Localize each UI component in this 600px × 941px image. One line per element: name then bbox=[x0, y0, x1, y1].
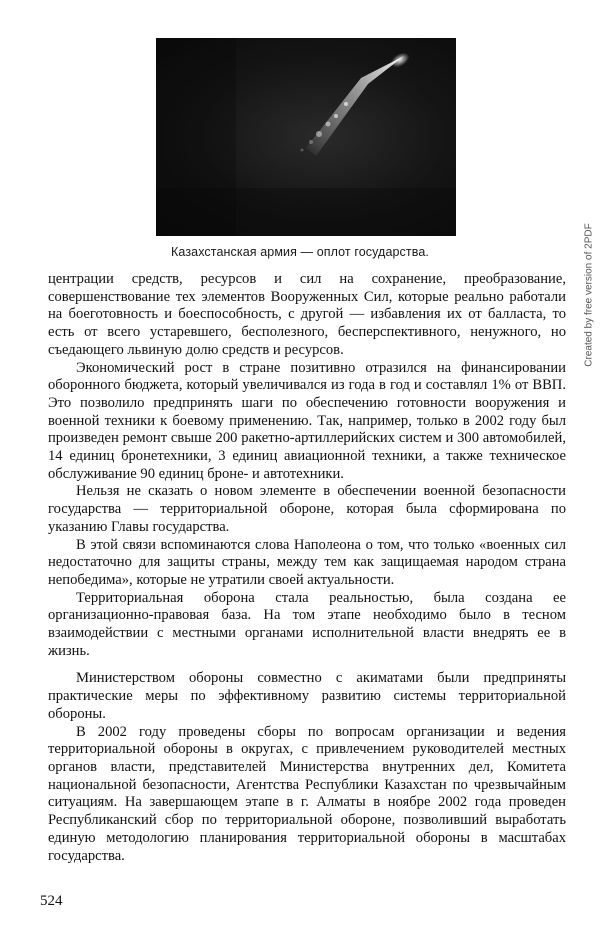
page-number: 524 bbox=[40, 893, 63, 909]
paragraph: Экономический рост в стране позитивно отразился на финансировании оборонного бюджета, который увеличивался из года в год и составлял 1% от ВВП. Это позволило предпринять шаги по обеспечению готовности вооружения и военной техники к боевому применению. Так, например, только в 2002 году был произведен ремонт свыше 200 ракетно-артиллерийских систем и 300 автомобилей, 14 единиц бронетехники, 3 единиц авиационной техники, а также техническое обслуживание 90 единиц броне- и автотехники. bbox=[48, 359, 566, 482]
paragraph: Нельзя не сказать о новом элементе в обеспечении военной безопасности государства — территориальной обороне, которая была сформирована по указанию Главы государства. bbox=[48, 483, 566, 535]
side-watermark-text: Created by free version of 2PDF bbox=[583, 223, 595, 367]
side-watermark bbox=[582, 210, 596, 380]
photo-missile-launch bbox=[156, 38, 456, 236]
body-text bbox=[48, 271, 566, 865]
paragraph: Территориальная оборона стала реальностью, была создана ее организационно-правовая база. На том этапе необходимо было в тесном взаимодействии с местными органами исполнительной власти внедрять ее в жизнь. bbox=[48, 589, 566, 659]
missile-launch-image bbox=[156, 38, 456, 236]
paragraph: Министерством обороны совместно с акиматами были предприняты практические меры по эффективному развитию системы территориальной обороны. bbox=[48, 670, 566, 722]
paragraph: В этой связи вспоминаются слова Наполеона о том, что только «военных сил недостаточно для защиты страны, между тем как защищаемая народом страна непобедима», которые не утратили своей актуальности. bbox=[48, 536, 566, 588]
photo-caption: Казахстанская армия — оплот государства. bbox=[171, 245, 429, 259]
paragraph: В 2002 году проведены сборы по вопросам организации и ведения территориальной обороны в округах, с привлечением руководителей местных органов власти, представителей Министерства внутренних дел, Комитета национальной безопасности, Агентства Республики Казахстан по чрезвычайным ситуациям. На завершающем этапе в г. Алматы в ноябре 2002 года проведен Республиканский сбор по территориальной обороне, позволивший выработать единую методологию планирования территориальной обороны в масштабах государства. bbox=[48, 723, 566, 864]
paragraph: центрации средств, ресурсов и сил на сохранение, преобразование, совершенствование тех элементов Вооруженных Сил, которые реально работали на боеготовность и боеспособность, с другой — избавления их от балласта, то есть от всего устаревшего, бесполезного, бесперспективного, ненужного, но съедающего львиную долю средств и ресурсов. bbox=[48, 271, 566, 358]
